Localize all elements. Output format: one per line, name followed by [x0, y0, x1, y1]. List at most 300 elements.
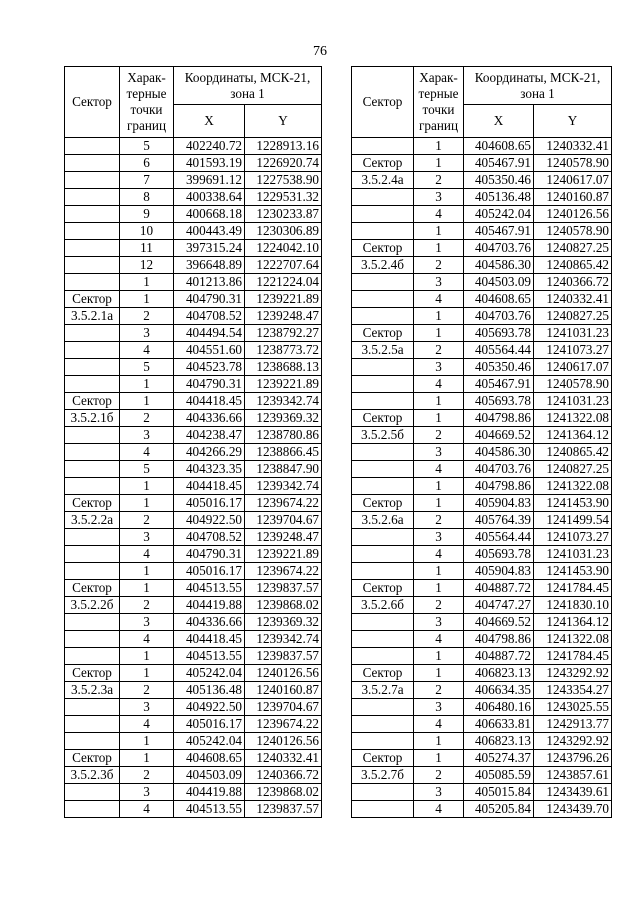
- table-row: [352, 189, 612, 206]
- x-cell: 404419.88: [174, 597, 245, 614]
- y-cell: 1240332.41: [245, 750, 322, 767]
- table-row: [65, 359, 322, 376]
- point-cell: 1: [414, 155, 464, 172]
- y-cell: 1243439.70: [534, 801, 612, 818]
- y-cell: 1241031.23: [534, 546, 612, 563]
- header-x: X: [174, 105, 245, 138]
- y-cell: 1239221.89: [245, 291, 322, 308]
- x-cell: 404922.50: [174, 512, 245, 529]
- table-row: [65, 240, 322, 257]
- table-row: [352, 223, 612, 240]
- table-row: [65, 733, 322, 750]
- x-cell: 404266.29: [174, 444, 245, 461]
- sector-cell: [352, 784, 414, 801]
- sector-cell: Сектор: [352, 410, 414, 427]
- x-cell: 405242.04: [174, 665, 245, 682]
- point-cell: 2: [414, 767, 464, 784]
- sector-cell: [65, 138, 120, 155]
- x-cell: 404513.55: [174, 648, 245, 665]
- point-cell: 3: [120, 529, 174, 546]
- table-row: [65, 342, 322, 359]
- sector-cell: [65, 716, 120, 733]
- y-cell: 1243439.61: [534, 784, 612, 801]
- y-cell: 1239342.74: [245, 631, 322, 648]
- x-cell: 404418.45: [174, 393, 245, 410]
- y-cell: 1239369.32: [245, 410, 322, 427]
- y-cell: 1239674.22: [245, 495, 322, 512]
- point-cell: 11: [120, 240, 174, 257]
- table-row: [352, 665, 612, 682]
- x-cell: 405016.17: [174, 495, 245, 512]
- y-cell: 1239704.67: [245, 512, 322, 529]
- point-cell: 1: [120, 563, 174, 580]
- header-coords: Координаты, МСК-21, зона 1: [464, 67, 612, 105]
- point-cell: 2: [414, 597, 464, 614]
- coordinates-table-right: [351, 66, 612, 818]
- table-row: [352, 529, 612, 546]
- sector-cell: [352, 189, 414, 206]
- sector-cell: 3.5.2.3а: [65, 682, 120, 699]
- point-cell: 3: [414, 529, 464, 546]
- table-row: [65, 410, 322, 427]
- x-cell: 406633.81: [464, 716, 534, 733]
- sector-cell: [65, 546, 120, 563]
- point-cell: 2: [120, 682, 174, 699]
- x-cell: 405693.78: [464, 546, 534, 563]
- y-cell: 1239837.57: [245, 648, 322, 665]
- table-row: [352, 631, 612, 648]
- y-cell: 1239837.57: [245, 580, 322, 597]
- x-cell: 404703.76: [464, 308, 534, 325]
- point-cell: 4: [120, 631, 174, 648]
- y-cell: 1228913.16: [245, 138, 322, 155]
- x-cell: 400338.64: [174, 189, 245, 206]
- x-cell: 405015.84: [464, 784, 534, 801]
- x-cell: 405904.83: [464, 563, 534, 580]
- table-row: [65, 427, 322, 444]
- point-cell: 1: [120, 648, 174, 665]
- sector-cell: [65, 563, 120, 580]
- sector-cell: [352, 478, 414, 495]
- table-row: [352, 410, 612, 427]
- point-cell: 9: [120, 206, 174, 223]
- point-cell: 2: [414, 257, 464, 274]
- y-cell: 1238866.45: [245, 444, 322, 461]
- y-cell: 1230233.87: [245, 206, 322, 223]
- point-cell: 1: [120, 665, 174, 682]
- y-cell: 1241453.90: [534, 563, 612, 580]
- y-cell: 1241322.08: [534, 478, 612, 495]
- header-coords: Координаты, МСК-21, зона 1: [174, 67, 322, 105]
- sector-cell: [352, 529, 414, 546]
- y-cell: 1241031.23: [534, 325, 612, 342]
- table-row: [65, 682, 322, 699]
- table-row: [352, 155, 612, 172]
- y-cell: 1240126.56: [534, 206, 612, 223]
- sector-cell: Сектор: [352, 155, 414, 172]
- coordinates-table-left: [64, 66, 322, 818]
- point-cell: 1: [414, 665, 464, 682]
- x-cell: 405242.04: [174, 733, 245, 750]
- y-cell: 1242913.77: [534, 716, 612, 733]
- x-cell: 404608.65: [464, 291, 534, 308]
- point-cell: 2: [414, 427, 464, 444]
- table-row: [352, 376, 612, 393]
- point-cell: 2: [414, 172, 464, 189]
- point-cell: 1: [414, 648, 464, 665]
- table-row: [352, 563, 612, 580]
- x-cell: 404703.76: [464, 240, 534, 257]
- y-cell: 1241364.12: [534, 427, 612, 444]
- x-cell: 404419.88: [174, 784, 245, 801]
- table-row: [65, 461, 322, 478]
- point-cell: 1: [120, 580, 174, 597]
- x-cell: 405693.78: [464, 393, 534, 410]
- table-row: [352, 359, 612, 376]
- x-cell: 405467.91: [464, 155, 534, 172]
- y-cell: 1226920.74: [245, 155, 322, 172]
- y-cell: 1238847.90: [245, 461, 322, 478]
- point-cell: 4: [120, 342, 174, 359]
- y-cell: 1229531.32: [245, 189, 322, 206]
- x-cell: 406823.13: [464, 665, 534, 682]
- y-cell: 1240366.72: [534, 274, 612, 291]
- table-row: [65, 750, 322, 767]
- y-cell: 1239868.02: [245, 784, 322, 801]
- y-cell: 1238688.13: [245, 359, 322, 376]
- x-cell: 396648.89: [174, 257, 245, 274]
- sector-cell: [352, 291, 414, 308]
- table-row: [65, 580, 322, 597]
- y-cell: 1224042.10: [245, 240, 322, 257]
- point-cell: 3: [414, 784, 464, 801]
- sector-cell: [352, 138, 414, 155]
- table-row: [65, 223, 322, 240]
- point-cell: 1: [414, 325, 464, 342]
- sector-cell: [65, 699, 120, 716]
- y-cell: 1230306.89: [245, 223, 322, 240]
- table-row: [352, 342, 612, 359]
- sector-cell: [352, 274, 414, 291]
- y-cell: 1240617.07: [534, 172, 612, 189]
- sector-cell: [352, 393, 414, 410]
- header-sector: Сектор: [352, 67, 414, 138]
- y-cell: 1241830.10: [534, 597, 612, 614]
- x-cell: 404513.55: [174, 580, 245, 597]
- sector-cell: Сектор: [352, 325, 414, 342]
- table-row: [352, 172, 612, 189]
- y-cell: 1239868.02: [245, 597, 322, 614]
- header-y: Y: [245, 105, 322, 138]
- table-row: [352, 308, 612, 325]
- point-cell: 1: [120, 291, 174, 308]
- y-cell: 1243025.55: [534, 699, 612, 716]
- table-row: [352, 257, 612, 274]
- x-cell: 404418.45: [174, 631, 245, 648]
- point-cell: 1: [120, 393, 174, 410]
- sector-cell: [352, 614, 414, 631]
- y-cell: 1240865.42: [534, 257, 612, 274]
- table-row: [352, 444, 612, 461]
- table-row: [352, 393, 612, 410]
- table-row: [65, 597, 322, 614]
- point-cell: 6: [120, 155, 174, 172]
- table-row: [65, 614, 322, 631]
- sector-cell: [352, 308, 414, 325]
- y-cell: 1239221.89: [245, 546, 322, 563]
- point-cell: 1: [414, 410, 464, 427]
- y-cell: 1240366.72: [245, 767, 322, 784]
- point-cell: 1: [414, 563, 464, 580]
- y-cell: 1239342.74: [245, 393, 322, 410]
- point-cell: 5: [120, 359, 174, 376]
- x-cell: 405764.39: [464, 512, 534, 529]
- point-cell: 1: [120, 495, 174, 512]
- point-cell: 4: [414, 716, 464, 733]
- x-cell: 406480.16: [464, 699, 534, 716]
- x-cell: 404336.66: [174, 614, 245, 631]
- header-sector: Сектор: [65, 67, 120, 138]
- point-cell: 1: [414, 495, 464, 512]
- sector-cell: [65, 376, 120, 393]
- x-cell: 406634.35: [464, 682, 534, 699]
- header-points: Харак-терные точки границ: [120, 67, 174, 138]
- point-cell: 3: [414, 189, 464, 206]
- sector-cell: [65, 155, 120, 172]
- sector-cell: [352, 716, 414, 733]
- sector-cell: [65, 223, 120, 240]
- y-cell: 1240578.90: [534, 155, 612, 172]
- table-row: [65, 155, 322, 172]
- table-row: [65, 784, 322, 801]
- table-row: [65, 291, 322, 308]
- point-cell: 1: [120, 750, 174, 767]
- table-row: [65, 376, 322, 393]
- point-cell: 3: [120, 699, 174, 716]
- table-row: [352, 580, 612, 597]
- x-cell: 405467.91: [464, 223, 534, 240]
- x-cell: 404669.52: [464, 614, 534, 631]
- point-cell: 1: [414, 733, 464, 750]
- x-cell: 404513.55: [174, 801, 245, 818]
- table-row: [352, 325, 612, 342]
- x-cell: 405467.91: [464, 376, 534, 393]
- y-cell: 1238780.86: [245, 427, 322, 444]
- y-cell: 1241784.45: [534, 648, 612, 665]
- point-cell: 4: [414, 801, 464, 818]
- sector-cell: [352, 223, 414, 240]
- y-cell: 1239704.67: [245, 699, 322, 716]
- sector-cell: [65, 206, 120, 223]
- x-cell: 399691.12: [174, 172, 245, 189]
- point-cell: 1: [414, 750, 464, 767]
- header-x: X: [464, 105, 534, 138]
- table-row: [352, 427, 612, 444]
- sector-cell: [65, 189, 120, 206]
- x-cell: 404790.31: [174, 546, 245, 563]
- x-cell: 405564.44: [464, 529, 534, 546]
- point-cell: 4: [414, 461, 464, 478]
- sector-cell: [65, 648, 120, 665]
- y-cell: 1240126.56: [245, 733, 322, 750]
- x-cell: 404669.52: [464, 427, 534, 444]
- table-row: [65, 716, 322, 733]
- point-cell: 1: [414, 138, 464, 155]
- y-cell: 1240160.87: [245, 682, 322, 699]
- x-cell: 404608.65: [464, 138, 534, 155]
- point-cell: 2: [414, 512, 464, 529]
- x-cell: 404323.35: [174, 461, 245, 478]
- x-cell: 405016.17: [174, 563, 245, 580]
- sector-cell: [352, 631, 414, 648]
- sector-cell: Сектор: [352, 750, 414, 767]
- table-row: [65, 308, 322, 325]
- y-cell: 1240126.56: [245, 665, 322, 682]
- y-cell: 1243354.27: [534, 682, 612, 699]
- x-cell: 404503.09: [174, 767, 245, 784]
- point-cell: 1: [120, 376, 174, 393]
- point-cell: 3: [414, 699, 464, 716]
- y-cell: 1240827.25: [534, 461, 612, 478]
- table-row: [352, 291, 612, 308]
- sector-cell: 3.5.2.4а: [352, 172, 414, 189]
- y-cell: 1241784.45: [534, 580, 612, 597]
- sector-cell: [65, 784, 120, 801]
- x-cell: 404708.52: [174, 529, 245, 546]
- sector-cell: [65, 274, 120, 291]
- sector-cell: [352, 699, 414, 716]
- y-cell: 1239369.32: [245, 614, 322, 631]
- x-cell: 405242.04: [464, 206, 534, 223]
- x-cell: 401593.19: [174, 155, 245, 172]
- x-cell: 400443.49: [174, 223, 245, 240]
- y-cell: 1241364.12: [534, 614, 612, 631]
- table-row: [352, 801, 612, 818]
- sector-cell: 3.5.2.1а: [65, 308, 120, 325]
- table-row: [352, 512, 612, 529]
- x-cell: 404523.78: [174, 359, 245, 376]
- table-row: [65, 495, 322, 512]
- sector-cell: Сектор: [65, 495, 120, 512]
- sector-cell: [352, 461, 414, 478]
- table-row: [65, 478, 322, 495]
- point-cell: 4: [120, 444, 174, 461]
- y-cell: 1238773.72: [245, 342, 322, 359]
- point-cell: 2: [120, 308, 174, 325]
- y-cell: 1221224.04: [245, 274, 322, 291]
- sector-cell: 3.5.2.2б: [65, 597, 120, 614]
- point-cell: 3: [120, 614, 174, 631]
- sector-cell: 3.5.2.3б: [65, 767, 120, 784]
- x-cell: 404551.60: [174, 342, 245, 359]
- x-cell: 404798.86: [464, 478, 534, 495]
- x-cell: 405136.48: [174, 682, 245, 699]
- point-cell: 4: [120, 546, 174, 563]
- y-cell: 1239248.47: [245, 529, 322, 546]
- table-row: [352, 614, 612, 631]
- sector-cell: [65, 325, 120, 342]
- table-row: [352, 240, 612, 257]
- y-cell: 1241073.27: [534, 529, 612, 546]
- table-row: [65, 138, 322, 155]
- sector-cell: Сектор: [65, 665, 120, 682]
- x-cell: 405564.44: [464, 342, 534, 359]
- y-cell: 1240865.42: [534, 444, 612, 461]
- table-row: [352, 648, 612, 665]
- point-cell: 4: [414, 206, 464, 223]
- sector-cell: [65, 461, 120, 478]
- sector-cell: Сектор: [352, 495, 414, 512]
- point-cell: 3: [120, 427, 174, 444]
- x-cell: 405350.46: [464, 359, 534, 376]
- x-cell: 405136.48: [464, 189, 534, 206]
- y-cell: 1240160.87: [534, 189, 612, 206]
- sector-cell: [352, 359, 414, 376]
- table-row: [65, 512, 322, 529]
- point-cell: 2: [120, 512, 174, 529]
- y-cell: 1239342.74: [245, 478, 322, 495]
- point-cell: 2: [120, 767, 174, 784]
- table-row: [352, 206, 612, 223]
- point-cell: 4: [414, 631, 464, 648]
- x-cell: 404747.27: [464, 597, 534, 614]
- point-cell: 4: [414, 291, 464, 308]
- point-cell: 1: [414, 308, 464, 325]
- table-row: [352, 546, 612, 563]
- x-cell: 405016.17: [174, 716, 245, 733]
- table-row: [352, 597, 612, 614]
- table-row: [352, 750, 612, 767]
- table-row: [65, 801, 322, 818]
- table-row: [352, 478, 612, 495]
- table-row: [65, 325, 322, 342]
- point-cell: 1: [414, 478, 464, 495]
- point-cell: 3: [414, 359, 464, 376]
- sector-cell: 3.5.2.5а: [352, 342, 414, 359]
- y-cell: 1239674.22: [245, 563, 322, 580]
- table-row: [65, 393, 322, 410]
- table-row: [65, 631, 322, 648]
- sector-cell: [65, 240, 120, 257]
- table-row: [65, 206, 322, 223]
- x-cell: 404238.47: [174, 427, 245, 444]
- y-cell: 1238792.27: [245, 325, 322, 342]
- sector-cell: [65, 529, 120, 546]
- sector-cell: [352, 206, 414, 223]
- y-cell: 1240578.90: [534, 376, 612, 393]
- sector-cell: [65, 478, 120, 495]
- y-cell: 1239674.22: [245, 716, 322, 733]
- sector-cell: 3.5.2.5б: [352, 427, 414, 444]
- point-cell: 1: [414, 240, 464, 257]
- sector-cell: Сектор: [352, 580, 414, 597]
- point-cell: 1: [120, 478, 174, 495]
- point-cell: 3: [120, 784, 174, 801]
- table-row: [65, 546, 322, 563]
- x-cell: 404608.65: [174, 750, 245, 767]
- point-cell: 4: [414, 376, 464, 393]
- table-row: [352, 138, 612, 155]
- y-cell: 1243857.61: [534, 767, 612, 784]
- sector-cell: [65, 631, 120, 648]
- sector-cell: [352, 563, 414, 580]
- y-cell: 1240617.07: [534, 359, 612, 376]
- left-table-body: [65, 138, 322, 818]
- x-cell: 405693.78: [464, 325, 534, 342]
- table-row: [352, 733, 612, 750]
- x-cell: 404586.30: [464, 257, 534, 274]
- sector-cell: Сектор: [65, 580, 120, 597]
